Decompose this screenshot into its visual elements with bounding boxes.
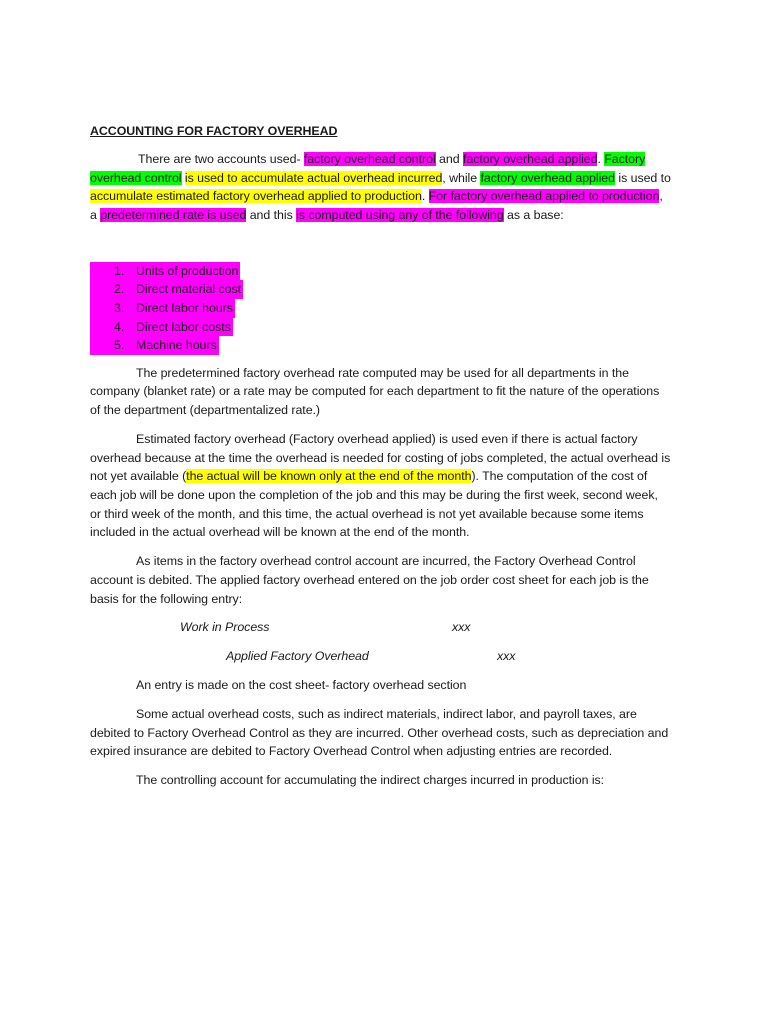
list-item-label: Machine hours — [136, 338, 217, 353]
rate-paragraph: The predetermined factory overhead rate computed may be used for all departments in the company (blanket rate) or a rate may be computed for each department to fit the nature of the operations of the department (departmentalized rate.) — [90, 365, 660, 418]
list-item-number: 5. — [114, 338, 125, 353]
control-account-paragraph: As items in the factory overhead control account are incurred, the Factory Overhead Control account is debited. The applied factory overhead entered on the job order cost sheet for each job is the basis for the following entry: — [90, 554, 649, 606]
list-item-number: 1. — [114, 263, 125, 278]
list-item — [90, 280, 672, 299]
document-title: ACCOUNTING FOR FACTORY OVERHEAD — [90, 124, 338, 138]
journal-credit-line — [90, 647, 672, 676]
intro-text-6: is used to — [614, 170, 671, 185]
list-item — [90, 336, 672, 355]
highlight-estimated-applied: accumulate estimated factory overhead applied to production — [90, 189, 422, 204]
intro-text-5: , while — [442, 170, 481, 185]
cost-sheet-paragraph: An entry is made on the cost sheet- factory overhead section — [136, 678, 467, 693]
debit-account: Work in Process — [180, 620, 270, 635]
estimated-text-1: Estimated factory overhead (Factory overhead applied) is used even if there is actual factory overhead because at the time the overhead is needed for costing of jobs completed, the actual overhead is not yet available ( — [90, 431, 671, 484]
highlight-factory-overhead-applied: factory overhead applied — [462, 152, 598, 166]
list-item-number: 4. — [114, 319, 125, 334]
intro-text-1: There are two accounts used- — [138, 152, 304, 166]
highlight-predetermined-rate: predetermined rate is used — [100, 208, 247, 223]
list-item-label: Units of production — [136, 263, 239, 278]
intro-text-3: . — [597, 152, 605, 166]
estimated-overhead-paragraph — [90, 430, 672, 542]
list-item — [90, 262, 672, 281]
base-list — [90, 262, 672, 355]
list-item-label: Direct labor costs — [136, 319, 231, 334]
highlight-applied-term: factory overhead applied — [480, 170, 615, 185]
highlight-for-applied: For factory overhead applied to production — [428, 189, 660, 204]
estimated-text-2: ). The computation of the cost of each job will be done upon the completion of the job and this may be during the first week, second week, or third week of the month, and this time, the actual overhead is not yet available because some items included in the actual overhead will be known at the end of the month. — [90, 469, 658, 540]
credit-amount: xxx — [497, 649, 516, 664]
debit-amount: xxx — [452, 620, 471, 635]
list-item-label: Direct material cost — [136, 282, 242, 297]
credit-account: Applied Factory Overhead — [226, 649, 369, 664]
highlight-end-of-month: the actual will be known only at the end of the month — [186, 469, 472, 484]
intro-text-8: , a — [90, 189, 663, 223]
intro-text-10: as a base: — [503, 208, 564, 223]
actual-costs-paragraph: Some actual overhead costs, such as indirect materials, indirect labor, and payroll taxes, are debited to Factory Overhead Control as they are incurred. Other overhead costs, such as depreciation and expired insurance are debited to Factory Overhead Control when adjusting entries are recorded. — [90, 706, 669, 759]
intro-text-9: and this — [246, 208, 297, 223]
intro-text-2: and — [435, 152, 463, 166]
controlling-account-paragraph: The controlling account for accumulating the indirect charges incurred in production is: — [136, 773, 605, 788]
intro-paragraph — [90, 150, 672, 225]
document-page — [90, 122, 672, 800]
highlight-actual-incurred: is used to accumulate actual overhead incurred — [184, 170, 443, 185]
list-item-number: 2. — [114, 282, 125, 297]
list-item — [90, 318, 672, 337]
journal-debit-line — [90, 618, 672, 647]
list-item-number: 3. — [114, 301, 125, 315]
list-item-label: Direct labor hours — [136, 301, 233, 315]
list-item — [90, 299, 672, 318]
intro-text-7: . — [421, 189, 429, 204]
highlight-computed-using: is computed using any of the following — [296, 208, 504, 223]
highlight-control-term: Factory overhead control — [90, 152, 646, 185]
highlight-factory-overhead-control: factory overhead control — [303, 152, 436, 166]
